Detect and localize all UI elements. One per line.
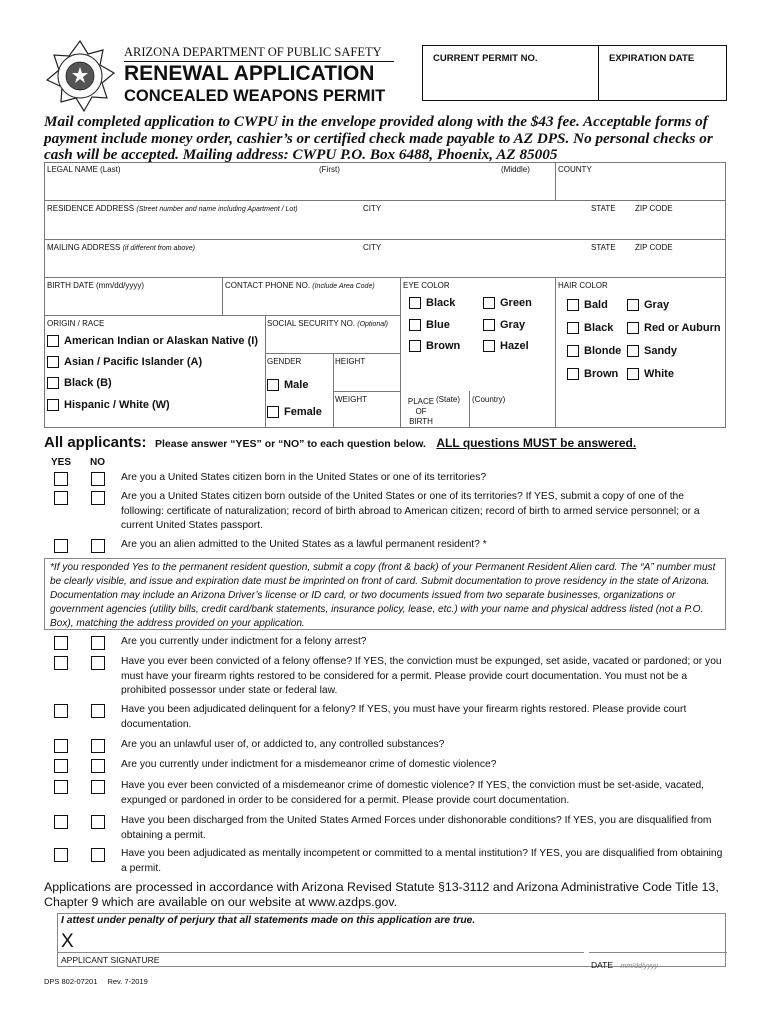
question-text: Have you ever been convicted of a misdemeanor crime of domestic violence? If YES, the conviction must be set-aside, vacated, expunged or pardoned in order to be considered for a permit. Please provide court documentation. xyxy=(121,780,705,806)
race-option-label: Hispanic / White (W) xyxy=(64,399,170,411)
gender-option-male[interactable] xyxy=(267,379,308,391)
residence-label: RESIDENCE ADDRESS xyxy=(47,204,135,213)
checkbox[interactable] xyxy=(47,335,59,347)
form-number: DPS 802-07201 xyxy=(44,977,98,986)
mailing-address-field[interactable] xyxy=(47,254,723,276)
no-checkbox[interactable] xyxy=(91,704,105,718)
yes-checkbox[interactable] xyxy=(54,636,68,650)
checkbox[interactable] xyxy=(47,399,59,411)
expiration-field[interactable] xyxy=(601,66,725,98)
no-checkbox[interactable] xyxy=(91,539,105,553)
height-label: HEIGHT xyxy=(335,357,366,366)
checkbox[interactable] xyxy=(567,368,579,380)
pob-country-label: (Country) xyxy=(472,395,506,404)
county-field[interactable] xyxy=(558,176,723,198)
hair-option-black[interactable] xyxy=(567,322,613,334)
no-column-header: NO xyxy=(90,457,105,468)
middle-name-label: (Middle) xyxy=(501,165,530,174)
yes-checkbox[interactable] xyxy=(54,491,68,505)
form-subtitle: CONCEALED WEAPONS PERMIT xyxy=(124,87,386,105)
legal-last-label: LEGAL NAME (Last) xyxy=(47,165,121,174)
city-label-2: CITY xyxy=(363,243,382,252)
no-checkbox[interactable] xyxy=(91,636,105,650)
checkbox[interactable] xyxy=(567,345,579,357)
ssn-field[interactable] xyxy=(267,331,397,351)
eye-option-gray[interactable] xyxy=(483,319,525,331)
yes-checkbox[interactable] xyxy=(54,815,68,829)
hair-option-label: Bald xyxy=(584,299,608,311)
agency-name: ARIZONA DEPARTMENT OF PUBLIC SAFETY xyxy=(124,45,394,62)
race-option-american-indian[interactable] xyxy=(47,335,258,347)
hair-option-label: Sandy xyxy=(644,345,678,357)
race-option-label: Asian / Pacific Islander (A) xyxy=(64,356,203,368)
hair-option-gray[interactable] xyxy=(627,299,669,311)
question-text: Have you been adjudicated as mentally incompetent or committed to a mental institution? If YES, you are disqualified from obtaining a permit. xyxy=(121,848,723,874)
statute-sentence: Applications are processed in accordance with Arizona Revised Statute §13-3112 and Arizona Administrative Code Title 13, Chapter 9 which are available on our website at www.azdps.gov. xyxy=(44,880,719,909)
eye-option-label: Hazel xyxy=(500,340,529,352)
form-footer xyxy=(44,977,148,986)
checkbox[interactable] xyxy=(483,319,495,331)
checkbox[interactable] xyxy=(409,340,421,352)
mailing-note: (if different from above) xyxy=(122,245,195,252)
birth-date-label: BIRTH DATE (mm/dd/yyyy) xyxy=(47,281,145,290)
no-checkbox[interactable] xyxy=(91,780,105,794)
pob-state-label: (State) xyxy=(436,395,461,404)
mailing-instructions: Mail completed application to CWPU in the envelope provided along with the $43 fee. Acceptable forms of payment include money order, cashier’s or certified check made payable to AZ DPS. No personal checks or cash will be accepted. Mailing address: CWPU P.O. Box 6488, Phoenix, AZ 85005 xyxy=(44,113,713,163)
applicants-header xyxy=(44,434,734,452)
question-text: Are you a United States citizen born outside of the United States or one of its territories? If YES, submit a copy of one of the following: certificate of naturalization; record of birth abroad to American citizen; record of birth to armed service personnel; or a current United States passport. xyxy=(121,491,700,531)
signature-line xyxy=(58,952,584,953)
hair-color-label: HAIR COLOR xyxy=(558,281,608,290)
hair-option-bald[interactable] xyxy=(567,299,608,311)
birth-date-field[interactable] xyxy=(47,293,219,313)
no-checkbox[interactable] xyxy=(91,759,105,773)
question-text: Are you a United States citizen born in the United States or one of its territories? xyxy=(121,472,487,483)
gender-option-label: Female xyxy=(284,406,322,418)
checkbox[interactable] xyxy=(627,345,639,357)
gender-option-label: Male xyxy=(284,379,309,391)
form-title: RENEWAL APPLICATION xyxy=(124,62,375,85)
pob-field[interactable] xyxy=(441,406,551,426)
hair-option-label: Blonde xyxy=(584,345,622,357)
form-revision: Rev. 7-2019 xyxy=(107,977,148,986)
signature-field[interactable] xyxy=(82,929,572,951)
zip-label-2: ZIP CODE xyxy=(635,243,673,252)
date-line xyxy=(589,952,727,953)
mailing-label: MAILING ADDRESS xyxy=(47,243,121,252)
question-text: Have you been discharged from the United States Armed Forces under dishonorable conditions? If YES, you are disqualified from obtaining a permit. xyxy=(121,815,712,841)
hair-option-red-auburn[interactable] xyxy=(627,322,721,334)
race-option-label: American Indian or Alaskan Native (I) xyxy=(64,335,258,347)
eye-color-label: EYE COLOR xyxy=(403,281,450,290)
eye-option-label: Gray xyxy=(500,319,526,331)
expiration-label: EXPIRATION DATE xyxy=(609,53,695,64)
hair-option-label: Gray xyxy=(644,299,670,311)
ssn-label: SOCIAL SECURITY NO. xyxy=(267,319,356,328)
no-checkbox[interactable] xyxy=(91,848,105,862)
statute-text xyxy=(44,880,734,909)
weight-field[interactable] xyxy=(335,406,397,426)
question-text: Are you currently under indictment for a misdemeanor crime of domestic violence? xyxy=(121,759,497,770)
eye-option-label: Blue xyxy=(426,319,450,331)
city-label-1: CITY xyxy=(363,204,382,213)
eye-option-hazel[interactable] xyxy=(483,340,529,352)
eye-option-blue[interactable] xyxy=(409,319,450,331)
eye-option-label: Green xyxy=(500,297,532,309)
checkbox[interactable] xyxy=(409,297,421,309)
zip-label-1: ZIP CODE xyxy=(635,204,673,213)
yes-checkbox[interactable] xyxy=(54,848,68,862)
checkbox[interactable] xyxy=(47,356,59,368)
date-label: DATE xyxy=(591,960,614,970)
hair-option-blonde[interactable] xyxy=(567,345,621,357)
eye-option-green[interactable] xyxy=(483,297,532,309)
yes-checkbox[interactable] xyxy=(54,656,68,670)
hair-option-label: White xyxy=(644,368,674,380)
checkbox[interactable] xyxy=(627,299,639,311)
personal-info-grid xyxy=(44,162,726,428)
yes-checkbox[interactable] xyxy=(54,739,68,753)
no-checkbox[interactable] xyxy=(91,656,105,670)
no-checkbox[interactable] xyxy=(91,739,105,753)
signature-label: APPLICANT SIGNATURE xyxy=(61,955,160,965)
attestation-box xyxy=(57,913,726,970)
no-checkbox[interactable] xyxy=(91,491,105,505)
date-placeholder: mm/dd/yyyy xyxy=(620,963,658,970)
hair-option-label: Black xyxy=(584,322,614,334)
permanent-resident-note xyxy=(44,558,726,630)
checkbox[interactable] xyxy=(483,297,495,309)
yes-checkbox[interactable] xyxy=(54,704,68,718)
state-label-1: STATE xyxy=(591,204,616,213)
origin-race-label: ORIGIN / RACE xyxy=(47,319,105,328)
gender-option-female[interactable] xyxy=(267,406,322,418)
gender-label: GENDER xyxy=(267,357,302,366)
eye-option-label: Black xyxy=(426,297,456,309)
checkbox[interactable] xyxy=(627,322,639,334)
residence-note: (Street number and name including Apartment / Lot) xyxy=(136,206,298,213)
eye-option-brown[interactable] xyxy=(409,340,460,352)
permit-box xyxy=(422,45,727,101)
eye-option-label: Brown xyxy=(426,340,461,352)
phone-field[interactable] xyxy=(225,293,397,313)
no-checkbox[interactable] xyxy=(91,472,105,486)
applicants-heading: All applicants: xyxy=(44,434,147,451)
applicants-instruction: Please answer “YES” or “NO” to each question below. xyxy=(154,438,426,450)
note-text: *If you responded Yes to the permanent resident question, submit a copy (front & back) of your Permanent Resident Alien card. The “A” number must be clearly visible, and issue and expiration date must be imprinted on front of card. Submit documentation to prove residency in the state of Arizona. Documentation may include an Arizona Driver’s license or ID card, or two documents issued from two separate businesses, organizations or government agencies (utility bills, credit card/bank statements, insurance policy, lease, etc.) with your name and physical address listed (not a P.O. Box), matching the address provided on your application. xyxy=(50,562,716,629)
hair-option-white[interactable] xyxy=(627,368,674,380)
first-name-label: (First) xyxy=(319,165,340,174)
legal-name-field[interactable] xyxy=(47,176,552,198)
checkbox[interactable] xyxy=(47,377,59,389)
checkbox[interactable] xyxy=(267,406,279,418)
race-option-label: Black (B) xyxy=(64,377,112,389)
county-label: COUNTY xyxy=(558,165,592,174)
signature-x-mark: X xyxy=(61,931,74,952)
dps-seal xyxy=(44,40,116,112)
race-option-asian[interactable] xyxy=(47,356,202,368)
question-text: Have you ever been convicted of a felony offense? If YES, the conviction must be expunged, set aside, vacated or pardoned; or you must have your firearm rights restored to be considered for a permit. Please provide court documentation. You must not be a prohibited possessor under state or federal law. xyxy=(121,656,722,696)
hair-option-label: Red or Auburn xyxy=(644,322,721,334)
checkbox[interactable] xyxy=(567,322,579,334)
yes-checkbox[interactable] xyxy=(54,472,68,486)
yes-checkbox[interactable] xyxy=(54,539,68,553)
ssn-note: (Optional) xyxy=(357,321,388,328)
question-text: Are you an unlawful user of, or addicted to, any controlled substances? xyxy=(121,739,445,750)
phone-label: CONTACT PHONE NO. xyxy=(225,281,311,290)
eye-option-black[interactable] xyxy=(409,297,455,309)
attestation-text: I attest under penalty of perjury that all statements made on this application are true. xyxy=(61,915,476,926)
applicants-must: ALL questions MUST be answered. xyxy=(436,436,637,450)
race-option-black[interactable] xyxy=(47,377,112,389)
yes-checkbox[interactable] xyxy=(54,759,68,773)
state-label-2: STATE xyxy=(591,243,616,252)
phone-note: (Include Area Code) xyxy=(312,283,375,290)
residence-address-field[interactable] xyxy=(47,215,723,237)
checkbox[interactable] xyxy=(483,340,495,352)
yes-column-header: YES xyxy=(51,457,72,468)
current-permit-field[interactable] xyxy=(425,66,595,98)
height-field[interactable] xyxy=(335,368,397,389)
checkbox[interactable] xyxy=(627,368,639,380)
question-text: Are you currently under indictment for a felony arrest? xyxy=(121,636,367,647)
hair-option-label: Brown xyxy=(584,368,619,380)
race-option-hispanic-white[interactable] xyxy=(47,399,170,411)
yes-checkbox[interactable] xyxy=(54,780,68,794)
no-checkbox[interactable] xyxy=(91,815,105,829)
checkbox[interactable] xyxy=(567,299,579,311)
checkbox[interactable] xyxy=(267,379,279,391)
question-text: Are you an alien admitted to the United States as a lawful permanent resident? * xyxy=(121,539,487,550)
weight-label: WEIGHT xyxy=(335,395,367,404)
question-text: Have you been adjudicated delinquent for a felony? If YES, you must have your firearm rights restored. Please provide court documentation. xyxy=(121,704,687,730)
place-of-birth-label: PLACE OF BIRTH xyxy=(407,397,435,426)
date-field[interactable] xyxy=(589,929,724,951)
current-permit-label: CURRENT PERMIT NO. xyxy=(433,53,538,64)
hair-option-brown[interactable] xyxy=(567,368,618,380)
checkbox[interactable] xyxy=(409,319,421,331)
hair-option-sandy[interactable] xyxy=(627,345,677,357)
